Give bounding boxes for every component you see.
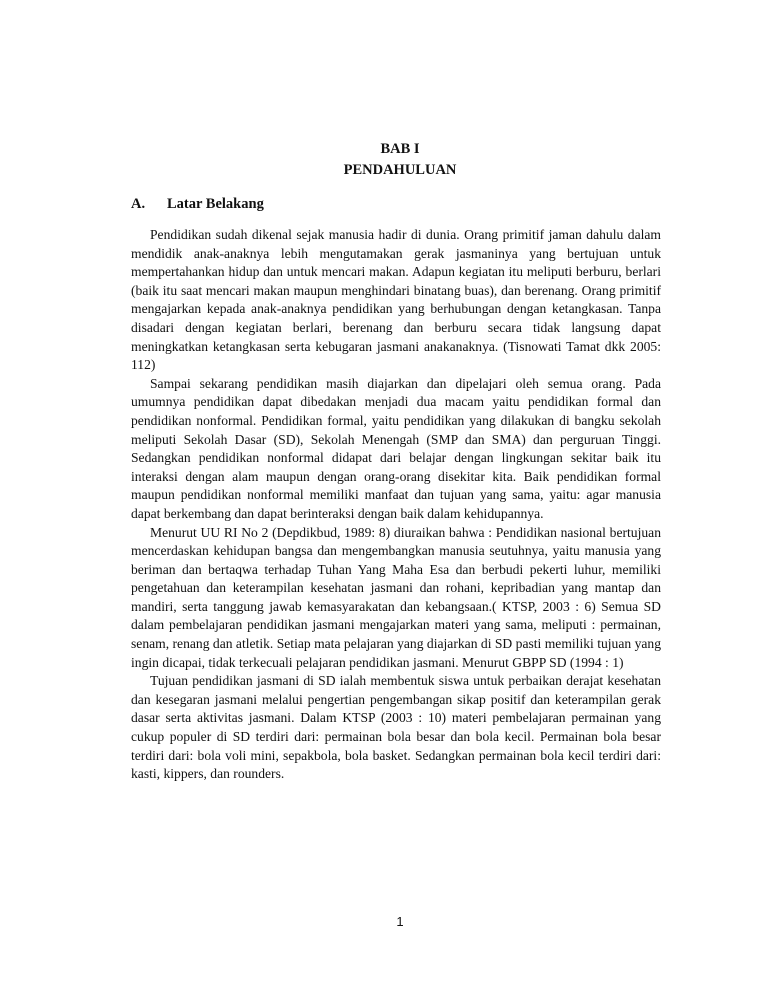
paragraph-1: Pendidikan sudah dikenal sejak manusia hadir di dunia. Orang primitif jaman dahulu dalam mendidik anak-anaknya lebih mengutamakan gerak jasmaninya yang bertujuan untuk mempertahankan hidup dan untuk mencari makan. Adapun kegiatan itu meliputi berburu, berlari (baik itu saat mencari makan maupun menghindari binatang buas), dan berenang. Orang primitif mengajarkan kepada anak-anaknya pendidikan yang berhubungan dengan ketangkasan. Tanpa disadari dengan kegiatan berlari, berenang dan berburu secara tidak langsung dapat meningkatkan ketangkasan serta kebugaran jasmani anakanaknya. (Tisnowati Tamat dkk 2005: 112) (131, 227, 661, 373)
paragraph-4: Tujuan pendidikan jasmani di SD ialah membentuk siswa untuk perbaikan derajat kesehatan dan kesegaran jasmani melalui pengertian pengembangan sikap positif dan keterampilan gerak dasar serta aktivitas jasmani. Dalam KTSP (2003 : 10) materi pembelajaran permainan yang cukup populer di SD terdiri dari: permainan bola besar dan bola kecil. Permainan bola besar terdiri dari: bola voli mini, sepakbola, bola basket. Sedangkan permainan bola kecil terdiri dari: kasti, kippers, dan rounders. (131, 673, 661, 782)
paragraph-2: Sampai sekarang pendidikan masih diajarkan dan dipelajari oleh semua orang. Pada umumnya pendidikan dapat dibedakan menjadi dua macam yaitu pendidikan formal dan pendidikan nonformal. Pendidikan formal, yaitu pendidikan yang dilakukan di bangku sekolah meliputi Sekolah Dasar (SD), Sekolah Menengah (SMP dan SMA) dan perguruan Tinggi. Sedangkan pendidikan nonformal didapat dari belajar dengan lingkungan sekitar baik itu interaksi dengan alam maupun dengan orang-orang disekitar kita. Baik pendidikan formal maupun pendidikan nonformal memiliki manfaat dan tujuan yang sama, yaitu: agar manusia dapat berkembang dan dapat berinteraksi dengan baik dalam kehidupannya. (131, 375, 661, 521)
chapter-title: PENDAHULUAN (343, 162, 457, 178)
chapter-number: BAB I (380, 141, 420, 157)
section-heading (131, 194, 671, 214)
section-title: Latar Belakang (167, 196, 264, 212)
paragraph-3: Menurut UU RI No 2 (Depdikbud, 1989: 8) diuraikan bahwa : Pendidikan nasional bertujuan mencerdaskan kehidupan bangsa dan mengembangkan manusia seutuhnya, yaitu manusia yang beriman dan bertaqwa terhadap Tuhan Yang Maha Esa dan berbudi pekerti luhur, memiliki pengetahuan dan keterampilan kesehatan jasmani dan rohani, kepribadian yang mantap dan mandiri, serta tanggung jawab kemasyarakatan dan kebangsaan.( KTSP, 2003 : 6) Semua SD dalam pembelajaran pendidikan jasmani mengajarkan materi yang sama, meliputi : permainan, senam, renang dan atletik. Setiap mata pelajaran yang diajarkan di SD pasti memiliki tujuan yang ingin dicapai, tidak terkecuali pelajaran pendidikan jasmani. Menurut GBPP SD (1994 : 1) (131, 524, 661, 670)
page-number: 1 (396, 914, 404, 929)
section-letter: A. (131, 196, 146, 212)
body-text (131, 226, 661, 784)
